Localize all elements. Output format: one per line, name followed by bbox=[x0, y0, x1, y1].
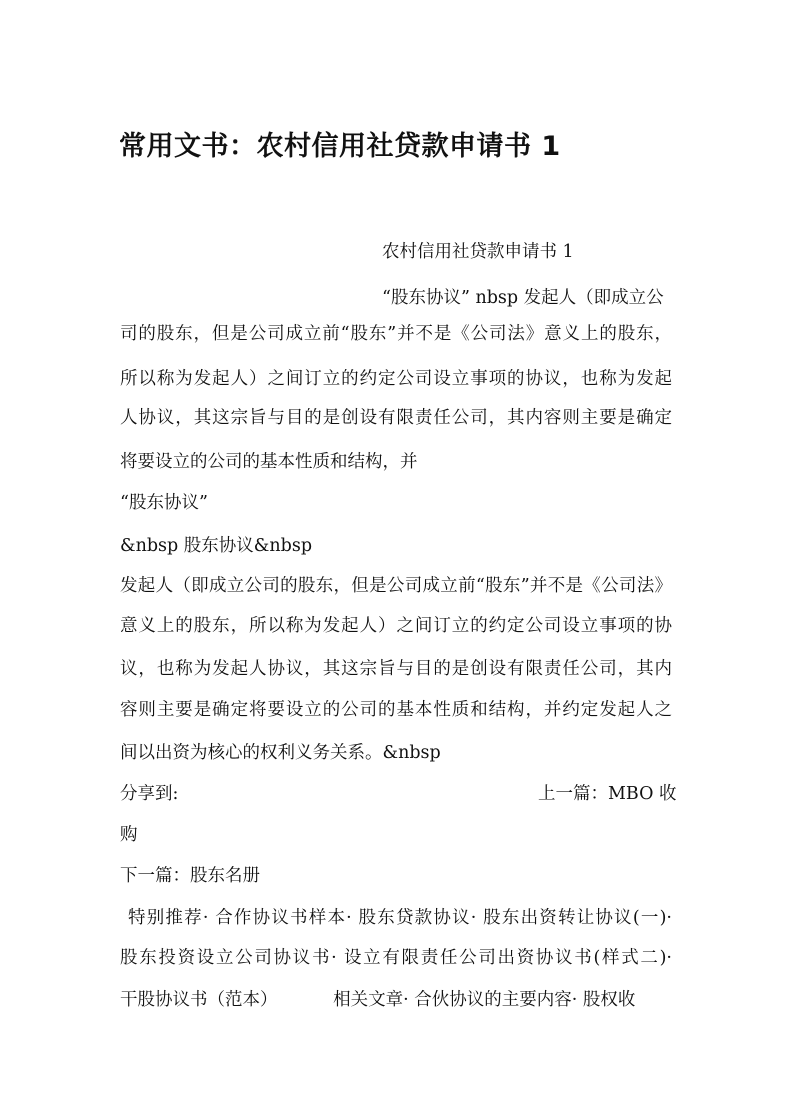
paragraph-line: 人协议，其这宗旨与目的是创设有限责任公司，其内容则主要是确定 bbox=[120, 408, 672, 428]
paragraph-line: 所以称为发起人）之间订立的约定公司设立事项的协议，也称为发起 bbox=[120, 369, 672, 389]
quote-label: “股东协议” bbox=[120, 493, 208, 513]
paragraph-line: “股东协议” nbsp 发起人（即成立公 bbox=[382, 288, 664, 308]
paragraph-line: 发起人（即成立公司的股东，但是公司成立前“股东”并不是《公司法》 bbox=[120, 576, 672, 596]
recommend-line[interactable]: 股东投资设立公司协议书· 设立有限责任公司出资协议书(样式二)· bbox=[120, 948, 672, 968]
recommend-line[interactable]: 干股协议书（范本） 相关文章· 合伙协议的主要内容· 股权收 bbox=[120, 990, 636, 1010]
document-title: 常用文书：农村信用社贷款申请书 1 bbox=[119, 131, 561, 162]
recommend-line[interactable]: 特别推荐· 合作协议书样本· 股东贷款协议· 股东出资转让协议(一)· bbox=[128, 908, 672, 928]
prev-article-link[interactable]: 上一篇：MBO 收 bbox=[538, 784, 677, 804]
next-article-link[interactable]: 下一篇：股东名册 bbox=[120, 866, 260, 886]
prev-article-link-wrap[interactable]: 购 bbox=[120, 825, 138, 845]
paragraph-line: 议，也称为发起人协议，其这宗旨与目的是创设有限责任公司，其内 bbox=[120, 659, 672, 679]
nbsp-label: &nbsp 股东协议&nbsp bbox=[120, 536, 313, 556]
paragraph-line: 将要设立的公司的基本性质和结构，并 bbox=[120, 452, 418, 472]
paragraph-line: 意义上的股东，所以称为发起人）之间订立的约定公司设立事项的协 bbox=[120, 616, 672, 636]
paragraph-line: 间以出资为核心的权利义务关系。&nbsp bbox=[120, 743, 441, 763]
paragraph-line: 容则主要是确定将要设立的公司的基本性质和结构，并约定发起人之 bbox=[120, 700, 672, 720]
paragraph-line: 司的股东，但是公司成立前“股东”并不是《公司法》意义上的股东， bbox=[120, 324, 672, 344]
document-subtitle: 农村信用社贷款申请书 1 bbox=[382, 242, 574, 262]
share-label: 分享到: bbox=[120, 784, 179, 804]
